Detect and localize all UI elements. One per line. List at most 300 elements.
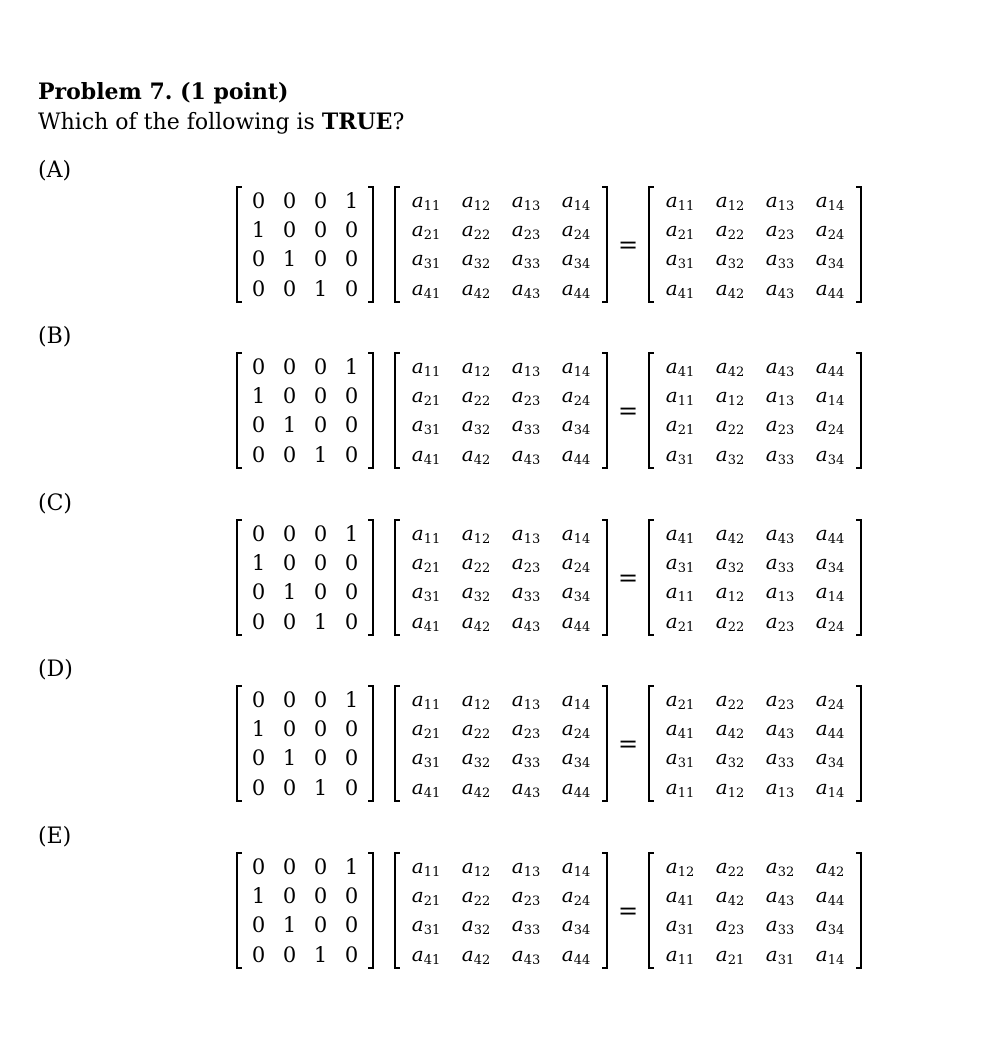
matrix-entry (805, 550, 855, 576)
permutation-matrix (236, 352, 374, 469)
entry-subscript: 22 (727, 227, 745, 243)
entry-symbol: a (461, 246, 474, 271)
matrix-entry (551, 217, 601, 243)
entry-symbol: a (815, 745, 828, 770)
matrix-entry: 0 (251, 247, 266, 272)
question-prefix: Which of the following is (38, 110, 322, 135)
entry-symbol: a (561, 745, 574, 770)
entry-symbol: a (511, 549, 524, 574)
entry-symbol: a (765, 549, 778, 574)
matrix-entry: 1 (313, 775, 328, 800)
entry-subscript: 31 (423, 423, 441, 439)
entry-symbol: a (411, 520, 424, 545)
matrix-entry (501, 550, 551, 576)
entry-subscript: 43 (777, 726, 795, 742)
entry-symbol: a (461, 549, 474, 574)
entry-subscript: 31 (423, 257, 441, 273)
entry-symbol: a (461, 216, 474, 241)
matrix-entry: 0 (282, 942, 297, 967)
entry-symbol: a (461, 520, 474, 545)
matrix-entry (705, 246, 755, 272)
entry-symbol: a (561, 608, 574, 633)
entry-subscript: 34 (573, 590, 591, 606)
entry-symbol: a (561, 853, 574, 878)
question-suffix: ? (392, 110, 405, 135)
entry-subscript: 11 (423, 531, 441, 547)
entry-symbol: a (815, 382, 828, 407)
entry-symbol: a (665, 549, 678, 574)
matrix-entry: 0 (344, 716, 359, 741)
result-matrix (648, 852, 862, 969)
a-matrix (394, 519, 608, 636)
entry-symbol: a (461, 882, 474, 907)
matrix-entry: 0 (251, 854, 266, 879)
entry-symbol: a (411, 774, 424, 799)
a-matrix (394, 852, 608, 969)
entry-symbol: a (665, 912, 678, 937)
matrix-entry (501, 912, 551, 938)
matrix-entry (655, 521, 705, 547)
entry-symbol: a (511, 520, 524, 545)
entry-symbol: a (765, 187, 778, 212)
entry-symbol: a (461, 275, 474, 300)
matrix-entry (401, 745, 451, 771)
matrix-entry (401, 521, 451, 547)
matrix-entry: 1 (344, 854, 359, 879)
permutation-matrix (236, 519, 374, 636)
entry-symbol: a (715, 608, 728, 633)
matrix-entry (451, 579, 501, 605)
entry-symbol: a (665, 353, 678, 378)
matrix-entry: 0 (344, 775, 359, 800)
permutation-matrix (236, 852, 374, 969)
matrix-entry: 1 (251, 883, 266, 908)
entry-symbol: a (461, 853, 474, 878)
entry-subscript: 42 (727, 531, 745, 547)
entry-subscript: 22 (473, 893, 491, 909)
entry-subscript: 21 (677, 619, 695, 635)
bracket-left (648, 352, 654, 469)
bracket-left (236, 852, 242, 969)
matrix-entry (755, 942, 805, 968)
entry-subscript: 34 (573, 423, 591, 439)
entry-symbol: a (411, 579, 424, 604)
entry-subscript: 14 (827, 590, 845, 606)
matrix-entry: 0 (313, 716, 328, 741)
matrix-entry (705, 854, 755, 880)
matrix-entry: 0 (251, 442, 266, 467)
entry-subscript: 42 (473, 952, 491, 968)
entry-symbol: a (715, 275, 728, 300)
entry-subscript: 44 (827, 286, 845, 302)
entry-symbol: a (561, 774, 574, 799)
entry-subscript: 21 (727, 952, 745, 968)
entry-subscript: 14 (573, 531, 591, 547)
entry-subscript: 43 (523, 286, 541, 302)
bracket-left (236, 685, 242, 802)
entry-symbol: a (715, 579, 728, 604)
matrix-entry: 0 (282, 687, 297, 712)
entry-symbol: a (715, 882, 728, 907)
matrix-entry (755, 383, 805, 409)
entry-symbol: a (815, 246, 828, 271)
entry-symbol: a (561, 941, 574, 966)
matrix-entry (755, 745, 805, 771)
bracket-left (394, 352, 400, 469)
entry-symbol: a (765, 382, 778, 407)
matrix-entry (655, 609, 705, 635)
matrix-entry: 1 (313, 276, 328, 301)
entry-subscript: 32 (473, 423, 491, 439)
result-matrix (648, 519, 862, 636)
bracket-right (856, 519, 862, 636)
entry-subscript: 21 (423, 726, 441, 742)
entry-subscript: 24 (827, 697, 845, 713)
bracket-right (368, 852, 374, 969)
matrix-entry (755, 246, 805, 272)
matrix-entry (451, 354, 501, 380)
entry-subscript: 23 (523, 227, 541, 243)
entry-symbol: a (715, 549, 728, 574)
matrix-entry (655, 550, 705, 576)
entry-subscript: 44 (573, 286, 591, 302)
matrix-entry (451, 383, 501, 409)
matrix-entry (551, 276, 601, 302)
entry-symbol: a (561, 216, 574, 241)
matrix-entry (401, 276, 451, 302)
entry-symbol: a (665, 441, 678, 466)
entry-symbol: a (561, 686, 574, 711)
matrix-entry (755, 550, 805, 576)
entry-symbol: a (765, 745, 778, 770)
entry-subscript: 42 (727, 286, 745, 302)
bracket-left (394, 519, 400, 636)
matrix-entry (501, 217, 551, 243)
matrix-entry (755, 442, 805, 468)
problem-title: Problem 7. (1 point) (38, 79, 289, 105)
matrix-entry (705, 188, 755, 214)
matrix-entry: 0 (313, 413, 328, 438)
entry-subscript: 32 (727, 257, 745, 273)
matrix-entry: 0 (282, 442, 297, 467)
matrix-entry (401, 188, 451, 214)
entry-symbol: a (715, 715, 728, 740)
equals-sign: = (617, 729, 639, 758)
matrix-entry (551, 854, 601, 880)
matrix-entry (705, 354, 755, 380)
entry-symbol: a (765, 353, 778, 378)
entry-subscript: 33 (777, 923, 795, 939)
entry-symbol: a (411, 715, 424, 740)
entry-subscript: 11 (423, 198, 441, 214)
entry-subscript: 21 (423, 227, 441, 243)
entry-subscript: 32 (727, 560, 745, 576)
entry-subscript: 31 (777, 952, 795, 968)
entry-subscript: 44 (573, 619, 591, 635)
entry-symbol: a (461, 774, 474, 799)
matrix-entry: 0 (251, 521, 266, 546)
matrix-entry (655, 883, 705, 909)
entry-subscript: 41 (423, 286, 441, 302)
matrix-entry (401, 687, 451, 713)
entry-symbol: a (561, 579, 574, 604)
matrix-entry (451, 276, 501, 302)
entry-symbol: a (511, 412, 524, 437)
matrix-entry (655, 412, 705, 438)
matrix-entry (705, 550, 755, 576)
bracket-right (602, 352, 608, 469)
bracket-left (648, 186, 654, 303)
entry-subscript: 33 (777, 560, 795, 576)
matrix-entry (501, 745, 551, 771)
entry-subscript: 43 (523, 952, 541, 968)
entry-symbol: a (665, 853, 678, 878)
entry-symbol: a (815, 549, 828, 574)
entry-subscript: 23 (777, 423, 795, 439)
entry-symbol: a (715, 353, 728, 378)
entry-symbol: a (561, 912, 574, 937)
entry-symbol: a (815, 187, 828, 212)
matrix-entry (551, 883, 601, 909)
bracket-left (394, 186, 400, 303)
entry-subscript: 12 (473, 697, 491, 713)
entry-symbol: a (815, 216, 828, 241)
entry-subscript: 22 (473, 393, 491, 409)
matrix-entry (805, 745, 855, 771)
entry-subscript: 13 (777, 590, 795, 606)
entry-subscript: 34 (827, 257, 845, 273)
matrix-entry (551, 550, 601, 576)
entry-subscript: 33 (523, 590, 541, 606)
bracket-right (856, 685, 862, 802)
entry-subscript: 11 (677, 785, 695, 801)
matrix-entry (551, 912, 601, 938)
matrix-entry (501, 188, 551, 214)
matrix-entry (501, 442, 551, 468)
matrix-entry (401, 883, 451, 909)
entry-subscript: 21 (677, 697, 695, 713)
entry-symbol: a (665, 216, 678, 241)
matrix-entry: 0 (282, 883, 297, 908)
entry-symbol: a (411, 882, 424, 907)
entry-symbol: a (411, 353, 424, 378)
matrix-entry: 0 (313, 550, 328, 575)
matrix-entry (705, 687, 755, 713)
matrix-entry (401, 579, 451, 605)
entry-subscript: 32 (777, 864, 795, 880)
entry-subscript: 14 (573, 198, 591, 214)
entry-subscript: 43 (777, 286, 795, 302)
matrix-entry (551, 521, 601, 547)
matrix-entry (501, 942, 551, 968)
matrix-entry (501, 579, 551, 605)
entry-subscript: 34 (827, 756, 845, 772)
entry-subscript: 31 (677, 257, 695, 273)
entry-subscript: 24 (573, 227, 591, 243)
entry-subscript: 34 (573, 257, 591, 273)
matrix-entry: 0 (313, 883, 328, 908)
matrix-entry (401, 246, 451, 272)
matrix-entry: 0 (344, 442, 359, 467)
entry-subscript: 22 (473, 726, 491, 742)
entry-symbol: a (715, 941, 728, 966)
matrix-entry (401, 716, 451, 742)
matrix-entry (551, 942, 601, 968)
entry-subscript: 23 (727, 923, 745, 939)
matrix-entry (805, 687, 855, 713)
entry-symbol: a (461, 382, 474, 407)
matrix-entry (451, 687, 501, 713)
matrix-entry: 0 (282, 550, 297, 575)
entry-subscript: 41 (423, 452, 441, 468)
entry-subscript: 43 (523, 785, 541, 801)
matrix-entry: 1 (251, 550, 266, 575)
entry-subscript: 13 (523, 531, 541, 547)
matrix-entry (755, 687, 805, 713)
matrix-entry (655, 745, 705, 771)
entry-subscript: 12 (473, 364, 491, 380)
matrix-entry (451, 745, 501, 771)
matrix-entry (805, 775, 855, 801)
entry-subscript: 44 (827, 364, 845, 380)
matrix-entry (551, 383, 601, 409)
entry-subscript: 22 (727, 619, 745, 635)
matrix-entry: 1 (344, 354, 359, 379)
entry-symbol: a (715, 382, 728, 407)
entry-subscript: 34 (827, 452, 845, 468)
matrix-entry (705, 412, 755, 438)
matrix-entry: 1 (282, 247, 297, 272)
entry-symbol: a (411, 187, 424, 212)
entry-subscript: 31 (677, 923, 695, 939)
entry-subscript: 14 (827, 952, 845, 968)
entry-symbol: a (561, 382, 574, 407)
matrix-entry (501, 521, 551, 547)
matrix-entry (501, 276, 551, 302)
matrix-entry: 0 (344, 580, 359, 605)
matrix-entry (551, 716, 601, 742)
matrix-entry: 0 (251, 413, 266, 438)
entry-symbol: a (765, 686, 778, 711)
matrix-entry (655, 687, 705, 713)
entry-subscript: 31 (677, 756, 695, 772)
entry-symbol: a (815, 520, 828, 545)
bracket-right (368, 186, 374, 303)
matrix-entry (805, 442, 855, 468)
matrix-entry (755, 579, 805, 605)
matrix-entry: 0 (282, 276, 297, 301)
entry-symbol: a (765, 412, 778, 437)
matrix-entry (451, 550, 501, 576)
matrix-entry (401, 942, 451, 968)
matrix-entry (451, 412, 501, 438)
bracket-right (368, 519, 374, 636)
entry-symbol: a (665, 941, 678, 966)
matrix-entry: 0 (344, 217, 359, 242)
entry-symbol: a (815, 412, 828, 437)
matrix-entry: 0 (344, 942, 359, 967)
entry-subscript: 43 (777, 893, 795, 909)
entry-subscript: 31 (423, 923, 441, 939)
matrix-entry (705, 883, 755, 909)
entry-subscript: 21 (423, 560, 441, 576)
matrix-entry (451, 883, 501, 909)
matrix-entry (401, 912, 451, 938)
equals-sign: = (617, 563, 639, 592)
matrix-entry (705, 716, 755, 742)
entry-symbol: a (765, 275, 778, 300)
matrix-entry: 1 (344, 521, 359, 546)
matrix-entry: 0 (251, 188, 266, 213)
entry-symbol: a (511, 774, 524, 799)
matrix-entry (755, 854, 805, 880)
matrix-entry (655, 442, 705, 468)
entry-subscript: 31 (677, 452, 695, 468)
matrix-entry (755, 775, 805, 801)
entry-symbol: a (665, 686, 678, 711)
entry-symbol: a (765, 216, 778, 241)
matrix-entry (501, 775, 551, 801)
matrix-entry (501, 412, 551, 438)
matrix-entry (755, 412, 805, 438)
entry-symbol: a (461, 187, 474, 212)
entry-subscript: 24 (827, 619, 845, 635)
entry-symbol: a (665, 412, 678, 437)
matrix-entry: 1 (251, 217, 266, 242)
entry-symbol: a (765, 608, 778, 633)
equals-sign: = (617, 396, 639, 425)
bracket-right (602, 852, 608, 969)
matrix-entry (401, 775, 451, 801)
matrix-entry: 0 (251, 276, 266, 301)
entry-symbol: a (511, 686, 524, 711)
bracket-left (394, 852, 400, 969)
bracket-left (648, 685, 654, 802)
matrix-entry (401, 854, 451, 880)
entry-subscript: 24 (573, 393, 591, 409)
entry-symbol: a (815, 579, 828, 604)
entry-symbol: a (461, 912, 474, 937)
matrix-entry (655, 854, 705, 880)
entry-subscript: 23 (777, 227, 795, 243)
entry-subscript: 22 (727, 697, 745, 713)
matrix-entry (805, 883, 855, 909)
matrix-entry (451, 942, 501, 968)
entry-subscript: 23 (777, 697, 795, 713)
entry-subscript: 42 (727, 893, 745, 909)
entry-symbol: a (815, 686, 828, 711)
entry-symbol: a (815, 941, 828, 966)
a-matrix (394, 685, 608, 802)
bracket-left (648, 519, 654, 636)
entry-subscript: 44 (827, 893, 845, 909)
entry-subscript: 21 (423, 893, 441, 909)
entry-subscript: 12 (473, 198, 491, 214)
entry-subscript: 43 (777, 531, 795, 547)
option-label: (E) (38, 824, 72, 849)
matrix-entry: 0 (313, 217, 328, 242)
entry-subscript: 11 (423, 697, 441, 713)
matrix-entry (551, 188, 601, 214)
entry-subscript: 13 (523, 198, 541, 214)
entry-subscript: 11 (677, 952, 695, 968)
matrix-entry (805, 354, 855, 380)
option-label: (B) (38, 324, 72, 349)
entry-symbol: a (715, 686, 728, 711)
entry-subscript: 42 (473, 619, 491, 635)
entry-subscript: 31 (423, 590, 441, 606)
entry-subscript: 34 (573, 923, 591, 939)
